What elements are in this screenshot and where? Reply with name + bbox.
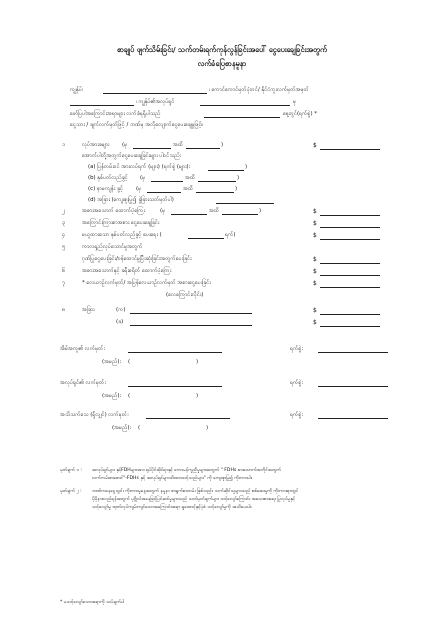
witness-name-open: (: [138, 425, 141, 431]
item-8a-field[interactable]: [130, 313, 252, 314]
witness-date-label: ရက်စွဲ:: [290, 412, 304, 418]
worker-name-open: (: [128, 359, 131, 365]
worker-name-field[interactable]: [103, 93, 207, 94]
item-1c-from: (မှ: [136, 186, 142, 192]
intro-from-label: မှ: [293, 99, 297, 105]
employer-signature-label: အလုပ်ရှင်၏ လက်မှတ်:: [60, 380, 107, 386]
item-8-label: အခြား: [82, 307, 95, 313]
received-date-field[interactable]: [204, 117, 280, 118]
worker-signature-label: အိမ်အကူ၏ လက်မှတ်:: [60, 346, 106, 352]
item-7-number: ၇: [62, 280, 66, 286]
item-2-to: အထိ: [209, 208, 220, 214]
item-5-currency: $: [313, 256, 317, 263]
footnote: * မသင့်လျော်သောအရာကို သပ်ချက်ပါ: [60, 600, 125, 605]
item-3-number: ၃: [62, 220, 66, 226]
item-3-currency: $: [313, 220, 317, 227]
note-2-line-3: သင့်လျော်မှု ထုတ်လုပ်ကျမ်းကျင်သောအကြောင်းအရာ ရှုထောင့်နှင့်ပုံစံ သင့်လျော်မှုကို အသိပေးပါ။: [92, 505, 252, 510]
witness-signature-label: အသိသက်သေ (ရှိလျှင်) လက်မှတ်:: [60, 412, 129, 418]
item-1c-to-field[interactable]: [196, 192, 234, 193]
item-8-number: ၈: [62, 307, 66, 313]
item-1a-label: (a) ပြန်တမ်းဝင် အားလပ်ရက် (များ) (ရက်စွဲ (များ):: [88, 164, 191, 170]
item-1b-to-field[interactable]: [198, 181, 236, 182]
item-7-airline-label: (လေကြောင်းလိုင်း): [166, 292, 204, 298]
item-4-label: မယူထားသော နှစ်ပတ်လည်ခွင့် ပေးရေး (: [82, 232, 162, 238]
item-5-label: ကာလရှည်လုပ်သောင်မှုအတွက်: [82, 244, 143, 250]
item-1c-label: (c) နာမကျန်း ခွင့်: [88, 186, 123, 192]
item-4-close: ရက်): [225, 232, 236, 238]
item-1d-label: (d) အခြား (ကျေးဇူးပြု၍ ခွဲခြားသတ်မှတ်ပါ): [88, 197, 174, 203]
item-6-label: အစားအသောက်နှင့် ခရီးစရိတ် ထောက်ပံ့ကြေး: [82, 268, 172, 274]
item-6-number: ၆: [62, 268, 66, 274]
item-1a-field[interactable]: [208, 170, 244, 171]
item-1-from-field[interactable]: [133, 148, 171, 149]
note-1-line-2: လက်ကမ်းစာစောင်"-FDHs နှင့် အလုပ်ရှင်များသိထားသင့်သည်များ" ကို ကျေးဇူးပြု၍ ကိုးကားပါ။: [92, 476, 253, 481]
note-2-label: မှတ်ချက် ၂ :: [60, 489, 82, 494]
employer-name-field[interactable]: [200, 105, 290, 106]
worker-id-field[interactable]: [70, 105, 134, 106]
witness-name-label: (အမည်):: [112, 425, 132, 431]
payment-method-text: ငွေသား / ချက်လက်မှတ်ဖြင့် / ဘဏ်မှ အလိုလျောက်ငွေပေးချေမှုဖြင့်။: [70, 122, 204, 128]
item-2-amount-field[interactable]: [320, 215, 380, 216]
witness-name-close: ): [206, 425, 209, 431]
item-1-amount-field[interactable]: [320, 149, 380, 150]
employer-date-label: ရက်စွဲ:: [290, 380, 304, 386]
item-7-amount-field[interactable]: [320, 287, 380, 288]
item-1b-label: (b) နှစ်ပတ်လည်ခွင့်: [88, 175, 128, 181]
worker-name-close: ): [196, 359, 199, 365]
witness-date-field[interactable]: [318, 418, 388, 419]
item-3-label: အကြောင်းကြားစာအစား ငွေပေးချေခြင်း: [82, 220, 160, 226]
item-1-number: ၁: [62, 142, 66, 148]
item-1-to-field[interactable]: [186, 148, 220, 149]
item-2-to-field[interactable]: [222, 214, 258, 215]
item-8a-amount-field[interactable]: [320, 314, 380, 315]
item-1c-close: ): [235, 186, 238, 192]
item-1-label: လုပ်အားခများ: [82, 142, 110, 148]
witness-signature-field[interactable]: [146, 418, 230, 419]
item-1-currency: $: [313, 142, 317, 149]
note-2-line-2: ပိုမိုနားလည်ရန်အတွက် ပုဂ္ဂိုလ်အနေဖြင့်ပြင်ဆင်မှုများသည် သတ်မှတ်ချက်များ သင့်လျော်ကြောင်း အသေးစားရေး ပြုလုပ်မှုနှင့်: [92, 497, 296, 502]
item-1d-field[interactable]: [216, 203, 274, 204]
item-1-from: (မှ: [122, 142, 128, 148]
worker-date-label: ရက်စွဲ:: [290, 346, 304, 352]
item-8b-label: (ခ): [116, 319, 124, 325]
item-2-currency: $: [313, 208, 317, 215]
item-1b-from-field[interactable]: [151, 181, 183, 182]
employer-name-label: (အမည်):: [102, 393, 122, 399]
intro-employer-label: ၊ ကျွန်ုပ်၏အလုပ်ရှင်: [136, 99, 175, 105]
intro-date-label: နေ့တွင်(ရက်စွဲ) *: [283, 111, 317, 117]
item-1c-from-field[interactable]: [147, 192, 181, 193]
title-line-2: လက်ခံပြေစာနမူနာ: [197, 59, 247, 68]
item-8a-label: (က): [116, 307, 126, 313]
item-6-amount-field[interactable]: [320, 275, 380, 276]
item-5-number: ၅: [62, 244, 66, 250]
item-1b-to: အထိ: [185, 175, 196, 181]
item-4-number: ၄: [62, 232, 66, 238]
worker-signature-field[interactable]: [128, 352, 222, 353]
item-8b-field[interactable]: [130, 325, 252, 326]
item-7-label: * လေယာဉ်လက်မှတ်/ အပြန်လေယာဉ်လက်မှတ် အစားငွေပေးခြင်း: [82, 280, 211, 286]
note-2-line-1: ဘဏ်ကနေငွေသွင်း ကိုးကားမှုနေ့အတွက် နမူနာ စာရွက်စာတမ်း ဖြစ်သည်။ သက်ဆိုင်သူများသည် စစ်ဆေးမှုကို ကိုးကားရာတွင်: [92, 489, 299, 494]
item-2-from: (မှ: [160, 208, 166, 214]
item-8a-currency: $: [313, 307, 317, 314]
note-1-line-1: အလုပ်ရှင်များ နှင့်FDHများအား ရုပ်ပိုင်ဆိုင်ရာနှင့် ကောမန်ကူညီမှုများအတွက် " FDHs စားသောက်အကိုင်အတွက်: [92, 468, 281, 473]
item-6-currency: $: [313, 268, 317, 275]
item-1-to: အထိ: [173, 142, 184, 148]
item-8b-amount-field[interactable]: [320, 326, 380, 327]
item-4-currency: $: [313, 232, 317, 239]
worker-date-field[interactable]: [318, 352, 388, 353]
intro-received-label: ဖော်ပြပါအကြောင်းအရာများ လက်ခံရရှိပါသည်: [70, 111, 161, 117]
item-5-label-2: ဂုဏ်ပြုငွေပေးခြင်း/ဝန်ထောင်မှုပြီးဆုံးခြင်းအတွက်ပေးခြင်း: [82, 256, 192, 262]
item-2-number: ၂: [62, 208, 65, 214]
item-5-amount-field[interactable]: [320, 263, 380, 264]
note-1-label: မှတ်ချက် ၁ :: [60, 468, 82, 473]
item-2-from-field[interactable]: [171, 214, 207, 215]
intro-line-1-id-label: ၊ ကောင်ကောင်မှတ်ပုံတင်/ နိုင်ငံကူးလက်မှတ်အမှတ်: [209, 87, 309, 93]
item-1-close: ): [221, 142, 224, 148]
item-2-label: အစားအသောက် ထောက်ပံ့ကြေး: [82, 208, 145, 214]
item-2-close: ): [259, 208, 262, 214]
employer-date-field[interactable]: [318, 386, 388, 387]
intro-line-1-label: ကျွန်ုပ်၊: [70, 87, 83, 93]
item-4-days-field[interactable]: [188, 238, 224, 239]
item-1b-close: ): [237, 175, 240, 181]
employer-signature-field[interactable]: [128, 386, 222, 387]
item-1b-from: (မှ: [140, 175, 146, 181]
item-8b-currency: $: [313, 319, 317, 326]
item-1a-close: ): [245, 164, 248, 170]
title-line-1: စာချုပ် ဖျက်သိမ်းခြင်း/ သက်တမ်းရက်ကုန်လွန်ခြင်းအပေါ် ငွေပေးချေခြင်းအတွက်: [116, 45, 328, 54]
item-3-amount-field[interactable]: [320, 227, 380, 228]
employer-name-close: ): [196, 393, 199, 399]
item-7-currency: $: [313, 280, 317, 287]
employer-name-open: (: [128, 393, 131, 399]
item-1c-to: အထိ: [183, 186, 194, 192]
worker-name-label: (အမည်):: [102, 359, 122, 365]
item-4-amount-field[interactable]: [320, 239, 380, 240]
item-1-includes-note: အောက်ပါတို့အတွက်ငွေပေးချေခြင်းများ ပါဝင်သည်:: [82, 153, 182, 159]
